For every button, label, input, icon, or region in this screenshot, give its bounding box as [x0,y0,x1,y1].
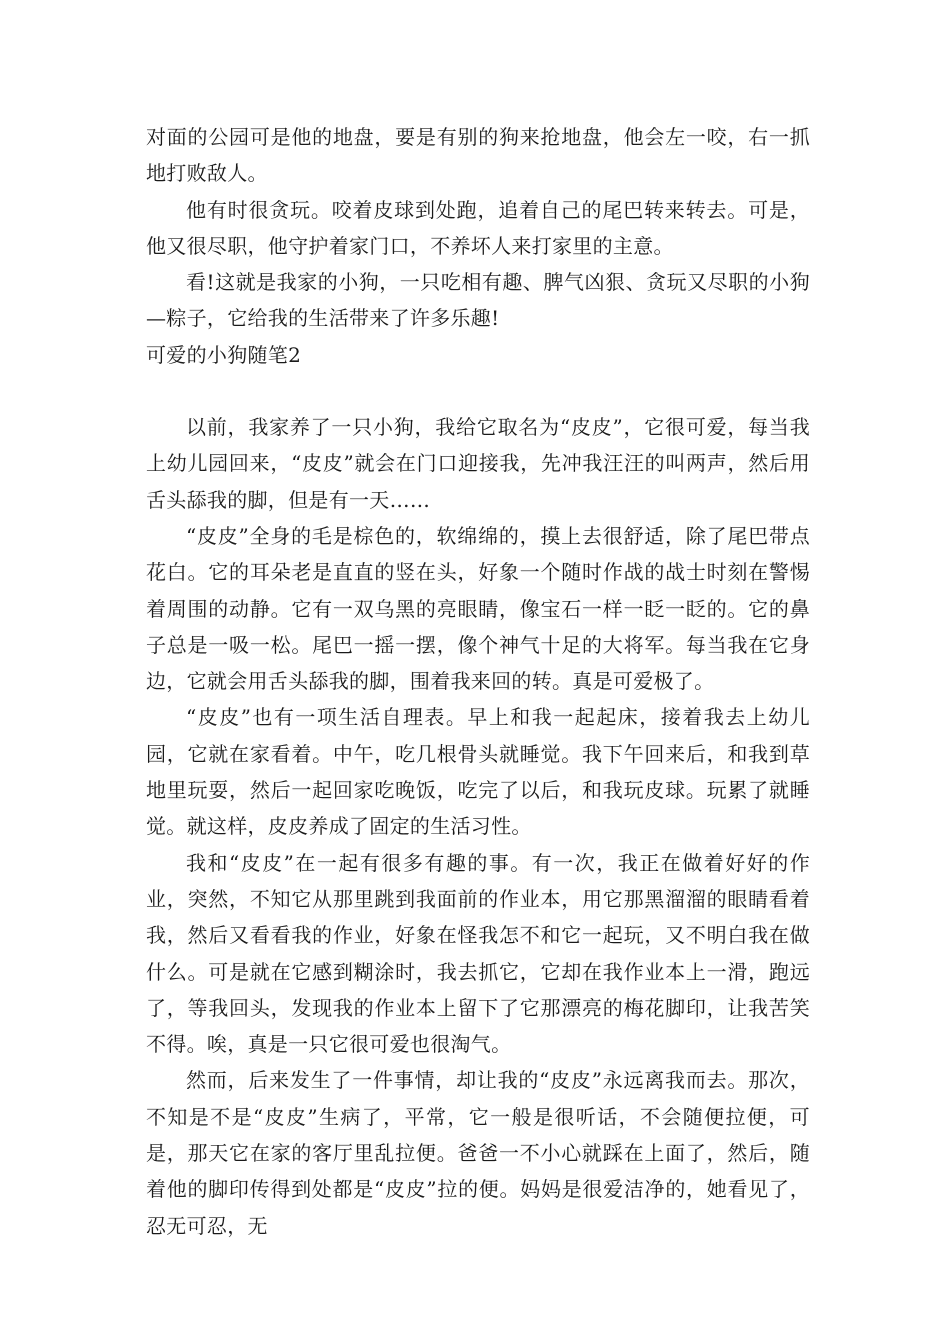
paragraph-routine: “皮皮”也有一项生活自理表。早上和我一起起床，接着我去上幼儿园，它就在家看着。中午，吃几根骨头就睡觉。我下午回来后，和我到草地里玩耍，然后一起回家吃晚饭，吃完了以后，和我玩皮球。玩累了就睡觉。就这样，皮皮养成了固定的生活习性。 [146,705,810,839]
section-title: 可爱的小狗随笔2 [146,342,302,367]
document-body [146,119,810,1244]
paragraph-conclusion: 看!这就是我家的小狗，一只吃相有趣、脾气凶狠、贪玩又尽职的小狗—粽子，它给我的生活带来了许多乐趣! [146,270,810,331]
paragraph-intro: 以前，我家养了一只小狗，我给它取名为“皮皮”，它很可爱，每当我上幼儿园回来，“皮皮”就会在门口迎接我，先冲我汪汪的叫两声，然后用舌头舔我的脚，但是有一天…… [146,415,810,512]
paragraph-anecdote: 我和“皮皮”在一起有很多有趣的事。有一次，我正在做着好好的作业，突然，不知它从那里跳到我面前的作业本，用它那黑溜溜的眼睛看着我，然后又看看我的作业，好象在怪我怎不和它一起玩，又不明白我在做什么。可是就在它感到糊涂时，我去抓它，它却在我作业本上一滑，跑远了，等我回头，发现我的作业本上留下了它那漂亮的梅花脚印，让我苦笑不得。唉，真是一只它很可爱也很淘气。 [146,850,810,1057]
paragraph-continuation: 对面的公园可是他的地盘，要是有别的狗来抢地盘，他会左一咬，右一抓地打败敌人。 [146,125,810,186]
paragraph-appearance: “皮皮”全身的毛是棕色的，软绵绵的，摸上去很舒适，除了尾巴带点花白。它的耳朵老是直直的竖在头，好象一个随时作战的战士时刻在警惕着周围的动静。它有一双乌黑的亮眼睛，像宝石一样一眨一眨的。它的鼻子总是一吸一松。尾巴一摇一摆，像个神气十足的大将军。每当我在它身边，它就会用舌头舔我的脚，围着我来回的转。真是可爱极了。 [146,523,810,694]
paragraph-playful: 他有时很贪玩。咬着皮球到处跑，追着自己的尾巴转来转去。可是，他又很尽职，他守护着家门口，不养坏人来打家里的主意。 [146,197,810,258]
paragraph-incident: 然而，后来发生了一件事情，却让我的“皮皮”永远离我而去。那次，不知是不是“皮皮”生病了，平常，它一般是很听话，不会随便拉便，可是，那天它在家的客厅里乱拉便。爸爸一不小心就踩在上面了，然后，随着他的脚印传得到处都是“皮皮”拉的便。妈妈是很爱洁净的，她看见了，忍无可忍，无 [146,1068,810,1238]
